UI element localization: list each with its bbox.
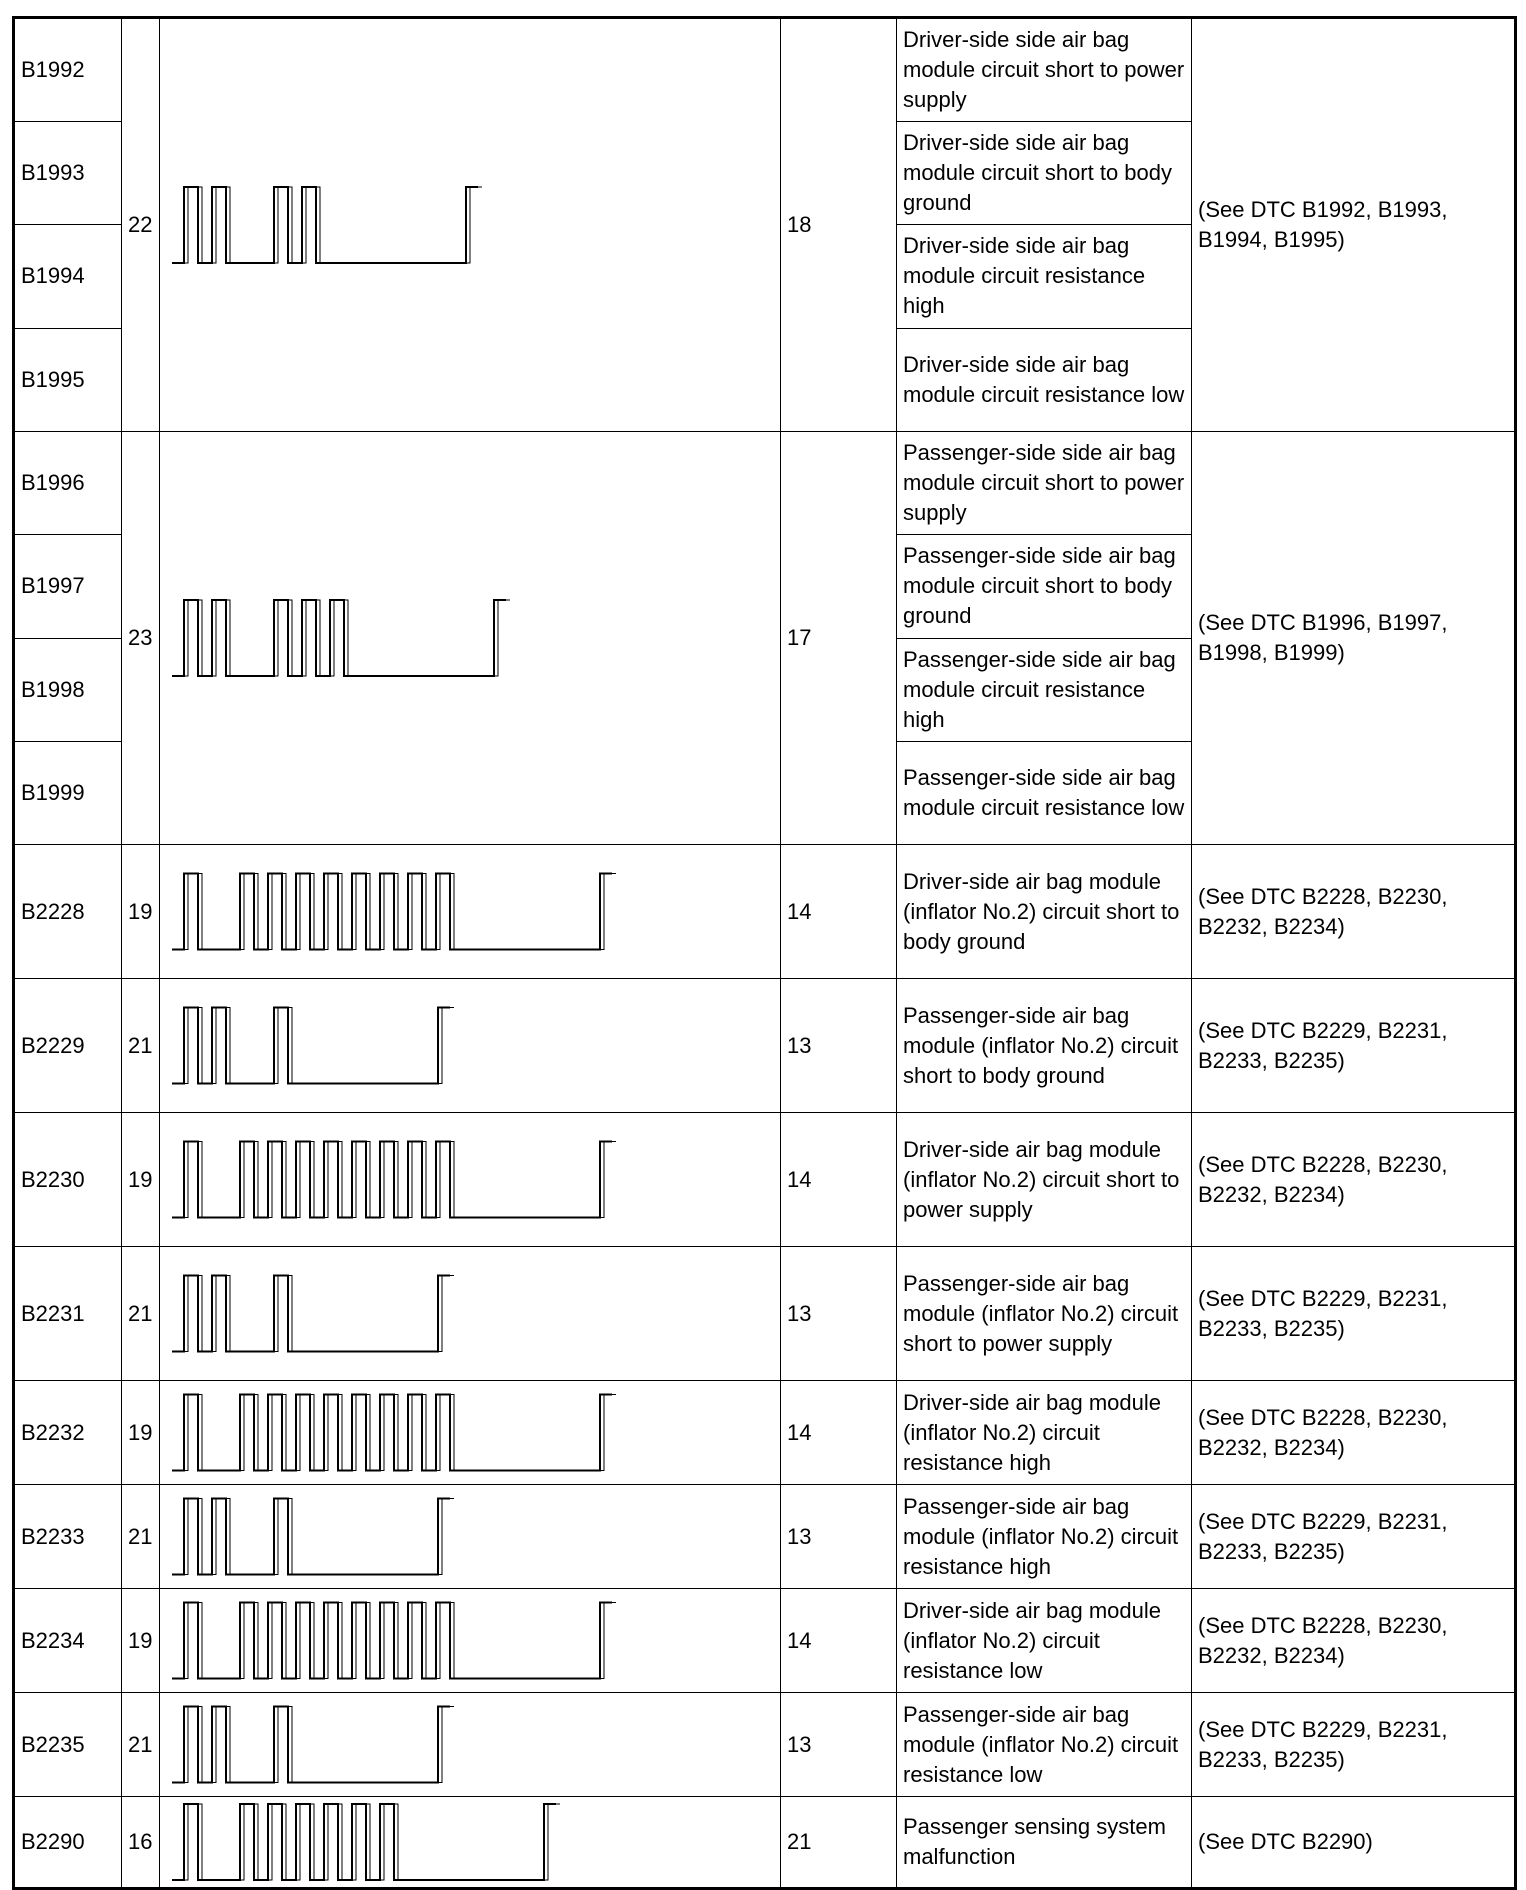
blink-count-cell: 21 (122, 979, 160, 1113)
waveform-diagram (166, 979, 781, 1112)
terminal-cell: 21 (781, 1797, 897, 1889)
dtc-code-cell: B1995 (14, 328, 122, 432)
waveform-cell (160, 1693, 781, 1797)
description-cell: Passenger-side air bag module (inflator No.2) circuit short to body ground (897, 979, 1192, 1113)
waveform-diagram (166, 845, 781, 978)
dtc-table-body (14, 18, 1516, 1889)
blink-count-cell: 19 (122, 1381, 160, 1485)
dtc-code-cell: B2232 (14, 1381, 122, 1485)
description-cell: Driver-side air bag module (inflator No.2) circuit short to power supply (897, 1113, 1192, 1247)
waveform-line-shadow (176, 1395, 616, 1471)
waveform-cell (160, 432, 781, 845)
description-cell: Passenger-side air bag module (inflator No.2) circuit resistance high (897, 1485, 1192, 1589)
waveform-line (172, 187, 478, 263)
waveform-cell (160, 1797, 781, 1889)
waveform-line-shadow (176, 187, 482, 263)
waveform-diagram (166, 1113, 781, 1246)
waveform-cell (160, 1247, 781, 1381)
waveform-line-shadow (176, 1008, 454, 1084)
terminal-cell: 14 (781, 1113, 897, 1247)
description-cell: Driver-side air bag module (inflator No.2) circuit resistance high (897, 1381, 1192, 1485)
waveform-line (172, 1276, 450, 1352)
terminal-cell: 14 (781, 845, 897, 979)
description-cell: Driver-side air bag module (inflator No.2) circuit short to body ground (897, 845, 1192, 979)
blink-count-cell: 21 (122, 1693, 160, 1797)
blink-count-cell: 19 (122, 1589, 160, 1693)
waveform-line (172, 1707, 450, 1783)
waveform-line-shadow (176, 1707, 454, 1783)
dtc-code-cell: B1996 (14, 432, 122, 535)
waveform-cell (160, 18, 781, 432)
description-cell: Passenger-side air bag module (inflator No.2) circuit resistance low (897, 1693, 1192, 1797)
waveform-line-shadow (176, 1276, 454, 1352)
dtc-code-cell: B2235 (14, 1693, 122, 1797)
blink-count-cell: 19 (122, 1113, 160, 1247)
dtc-code-cell: B2290 (14, 1797, 122, 1889)
blink-count-cell: 19 (122, 845, 160, 979)
table-row (14, 1247, 1516, 1381)
description-cell: Driver-side side air bag module circuit resistance high (897, 225, 1192, 329)
description-cell: Passenger-side side air bag module circuit resistance low (897, 741, 1192, 844)
table-row (14, 432, 1516, 535)
dtc-code-cell: B2234 (14, 1589, 122, 1693)
waveform-cell (160, 845, 781, 979)
waveform-cell (160, 1113, 781, 1247)
description-cell: Passenger-side side air bag module circuit resistance high (897, 638, 1192, 741)
description-cell: Driver-side side air bag module circuit short to power supply (897, 18, 1192, 122)
waveform-line (172, 1008, 450, 1084)
dtc-table (12, 16, 1517, 1890)
waveform-line (172, 1395, 612, 1471)
dtc-code-cell: B1999 (14, 741, 122, 844)
waveform-line (172, 874, 612, 950)
reference-cell: (See DTC B2228, B2230, B2232, B2234) (1192, 845, 1516, 979)
table-row (14, 1589, 1516, 1693)
dtc-code-cell: B1994 (14, 225, 122, 329)
waveform-cell (160, 1589, 781, 1693)
dtc-code-cell: B1993 (14, 121, 122, 225)
dtc-code-cell: B2229 (14, 979, 122, 1113)
terminal-cell: 17 (781, 432, 897, 845)
dtc-code-cell: B2230 (14, 1113, 122, 1247)
table-row (14, 1797, 1516, 1889)
waveform-diagram (166, 1797, 781, 1887)
blink-count-cell: 22 (122, 18, 160, 432)
description-cell: Driver-side side air bag module circuit resistance low (897, 328, 1192, 432)
waveform-line-shadow (176, 1603, 616, 1679)
table-row (14, 18, 1516, 122)
reference-cell: (See DTC B2228, B2230, B2232, B2234) (1192, 1113, 1516, 1247)
waveform-diagram (166, 1693, 781, 1796)
waveform-diagram (166, 1247, 781, 1380)
waveform-cell (160, 979, 781, 1113)
dtc-code-cell: B2233 (14, 1485, 122, 1589)
dtc-code-cell: B1997 (14, 535, 122, 638)
description-cell: Driver-side side air bag module circuit short to body ground (897, 121, 1192, 225)
reference-cell: (See DTC B2229, B2231, B2233, B2235) (1192, 1247, 1516, 1381)
reference-cell: (See DTC B2229, B2231, B2233, B2235) (1192, 1693, 1516, 1797)
reference-cell: (See DTC B2228, B2230, B2232, B2234) (1192, 1381, 1516, 1485)
waveform-line-shadow (176, 1804, 560, 1880)
waveform-diagram (166, 1381, 781, 1484)
table-row (14, 1381, 1516, 1485)
reference-cell: (See DTC B2229, B2231, B2233, B2235) (1192, 1485, 1516, 1589)
blink-count-cell: 21 (122, 1247, 160, 1381)
waveform-cell (160, 1485, 781, 1589)
waveform-line-shadow (176, 874, 616, 950)
waveform-diagram (166, 19, 781, 431)
waveform-line-shadow (176, 1142, 616, 1218)
waveform-line (172, 1804, 556, 1880)
blink-count-cell: 23 (122, 432, 160, 845)
waveform-line (172, 600, 506, 676)
terminal-cell: 14 (781, 1381, 897, 1485)
blink-count-cell: 21 (122, 1485, 160, 1589)
reference-cell: (See DTC B2290) (1192, 1797, 1516, 1889)
blink-count-cell: 16 (122, 1797, 160, 1889)
reference-cell: (See DTC B1996, B1997, B1998, B1999) (1192, 432, 1516, 845)
waveform-diagram (166, 1589, 781, 1692)
description-cell: Passenger-side side air bag module circuit short to power supply (897, 432, 1192, 535)
terminal-cell: 13 (781, 1247, 897, 1381)
terminal-cell: 13 (781, 1485, 897, 1589)
dtc-code-cell: B1998 (14, 638, 122, 741)
waveform-line (172, 1499, 450, 1575)
waveform-line (172, 1603, 612, 1679)
waveform-diagram (166, 432, 781, 844)
waveform-cell (160, 1381, 781, 1485)
reference-cell: (See DTC B2229, B2231, B2233, B2235) (1192, 979, 1516, 1113)
table-row (14, 1113, 1516, 1247)
terminal-cell: 13 (781, 1693, 897, 1797)
reference-cell: (See DTC B2228, B2230, B2232, B2234) (1192, 1589, 1516, 1693)
description-cell: Passenger-side air bag module (inflator No.2) circuit short to power supply (897, 1247, 1192, 1381)
waveform-line (172, 1142, 612, 1218)
terminal-cell: 14 (781, 1589, 897, 1693)
description-cell: Passenger-side side air bag module circuit short to body ground (897, 535, 1192, 638)
table-row (14, 979, 1516, 1113)
dtc-code-cell: B2228 (14, 845, 122, 979)
dtc-code-cell: B2231 (14, 1247, 122, 1381)
description-cell: Passenger sensing system malfunction (897, 1797, 1192, 1889)
table-row (14, 1693, 1516, 1797)
table-row (14, 845, 1516, 979)
table-row (14, 1485, 1516, 1589)
waveform-diagram (166, 1485, 781, 1588)
description-cell: Driver-side air bag module (inflator No.2) circuit resistance low (897, 1589, 1192, 1693)
dtc-code-cell: B1992 (14, 18, 122, 122)
waveform-line-shadow (176, 1499, 454, 1575)
terminal-cell: 18 (781, 18, 897, 432)
terminal-cell: 13 (781, 979, 897, 1113)
reference-cell: (See DTC B1992, B1993, B1994, B1995) (1192, 18, 1516, 432)
